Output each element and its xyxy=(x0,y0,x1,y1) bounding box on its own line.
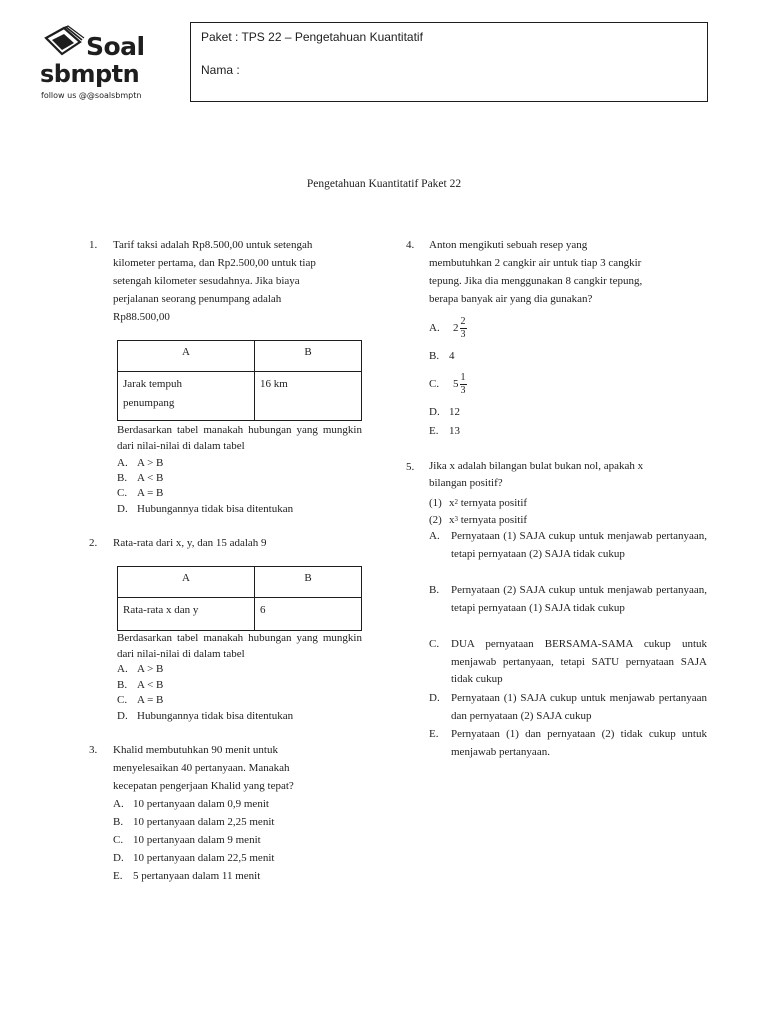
text-line: berapa banyak air yang dia gunakan? xyxy=(429,293,593,305)
option-a[interactable] xyxy=(113,796,269,812)
table-header-a: A xyxy=(118,341,255,372)
fraction xyxy=(460,372,467,397)
option-letter: A. xyxy=(429,322,440,334)
fraction-numerator: 2 xyxy=(460,315,466,327)
option-d[interactable] xyxy=(117,501,293,517)
soal-sbmptn-logo xyxy=(40,22,160,106)
table-header-b: B xyxy=(255,567,362,598)
option-e[interactable] xyxy=(429,423,460,439)
header-box xyxy=(190,22,708,102)
table-instruction: Berdasarkan tabel manakah hubungan yang mungkin dari nilai-nilai di dalam tabel xyxy=(117,632,362,660)
option-b[interactable] xyxy=(117,677,163,693)
option-c[interactable] xyxy=(117,485,163,501)
option-text: A = B xyxy=(137,487,164,499)
question-number: 2. xyxy=(89,537,98,549)
option-text: 4 xyxy=(449,350,455,362)
text-line: menyelesaikan 40 pertanyaan. Manakah xyxy=(113,762,290,774)
option-letter: C. xyxy=(117,487,128,499)
option-letter: E. xyxy=(429,728,439,740)
paket-label: Paket : TPS 22 – Pengetahuan Kuantitatif xyxy=(201,30,423,44)
option-c[interactable] xyxy=(113,832,261,848)
text-line: Khalid membutuhkan 90 menit untuk xyxy=(113,744,278,756)
option-d[interactable] xyxy=(429,404,460,420)
statement-base: x xyxy=(449,497,455,509)
question-text xyxy=(429,236,709,308)
option-text: A < B xyxy=(137,679,164,691)
option-a[interactable] xyxy=(117,661,163,677)
fraction-numerator: 1 xyxy=(460,371,466,383)
question-number: 5. xyxy=(406,461,415,473)
option-e[interactable]: Pernyataan (1) dan pernyataan (2) tidak cukup untuk menjawab pertanyaan. xyxy=(451,728,707,758)
text-line: Anton mengikuti sebuah resep yang xyxy=(429,239,588,251)
statement-base: x xyxy=(449,514,455,526)
statement-2 xyxy=(429,512,527,528)
text-line: membutuhkan 2 cangkir air untuk tiap 3 cangkir xyxy=(429,257,642,269)
fraction-denominator: 3 xyxy=(460,328,466,340)
option-text: 5 pertanyaan dalam 11 menit xyxy=(133,870,261,882)
option-letter: E. xyxy=(113,870,123,882)
option-letter: A. xyxy=(117,663,128,675)
option-text: A > B xyxy=(137,663,164,675)
option-b[interactable] xyxy=(117,470,163,486)
option-letter: B. xyxy=(113,816,124,828)
option-letter: B. xyxy=(117,472,128,484)
option-d[interactable] xyxy=(113,850,274,866)
question-number: 1. xyxy=(89,239,98,251)
table-header-a: A xyxy=(118,567,255,598)
option-letter: C. xyxy=(117,694,128,706)
option-letter: B. xyxy=(117,679,128,691)
paper-stack-icon xyxy=(42,24,86,62)
option-text: 10 pertanyaan dalam 22,5 menit xyxy=(133,852,275,864)
table-cell-b: 16 km xyxy=(255,372,362,421)
option-letter: A. xyxy=(429,530,440,542)
option-letter: D. xyxy=(117,710,128,722)
option-d[interactable]: Pernyataan (1) SAJA cukup untuk menjawab pertanyaan dan pernyataan (2) SAJA cukup xyxy=(451,692,707,722)
text-line: tepung. Jika dia menggunakan 8 cangkir tepung, xyxy=(429,275,643,287)
option-b[interactable] xyxy=(429,348,455,364)
option-letter: A. xyxy=(113,798,124,810)
option-text: A = B xyxy=(137,694,164,706)
option-text: Hubungannya tidak bisa ditentukan xyxy=(137,710,294,722)
question-text xyxy=(113,236,373,326)
option-letter: A. xyxy=(117,457,128,469)
nama-label: Nama : xyxy=(201,63,240,77)
option-text: 10 pertanyaan dalam 2,25 menit xyxy=(133,816,275,828)
option-letter: D. xyxy=(429,406,440,418)
comparison-table xyxy=(117,340,362,421)
statement-exponent: 3 xyxy=(454,515,458,523)
option-letter: D. xyxy=(113,852,124,864)
option-d[interactable] xyxy=(117,708,293,724)
statement-label: (1) xyxy=(429,497,442,509)
option-text: 12 xyxy=(449,406,460,418)
text-line: kecepatan pengerjaan Khalid yang tepat? xyxy=(113,780,294,792)
option-text: A > B xyxy=(137,457,164,469)
text-line: Tarif taksi adalah Rp8.500,00 untuk setengah xyxy=(113,239,313,251)
option-text: A < B xyxy=(137,472,164,484)
table-cell-a xyxy=(118,372,255,421)
statement-label: (2) xyxy=(429,514,442,526)
option-text: 13 xyxy=(449,425,460,437)
option-letter: C. xyxy=(429,638,440,650)
option-letter: D. xyxy=(117,503,128,515)
text-line: bilangan positif? xyxy=(429,477,503,489)
option-a[interactable] xyxy=(117,455,163,471)
option-letter: D. xyxy=(429,692,440,704)
statement-1 xyxy=(429,495,527,511)
option-text: 10 pertanyaan dalam 0,9 menit xyxy=(133,798,269,810)
question-number: 3. xyxy=(89,744,98,756)
text-line: perjalanan seorang penumpang adalah xyxy=(113,293,282,305)
option-text: Hubungannya tidak bisa ditentukan xyxy=(137,503,294,515)
question-number: 4. xyxy=(406,239,415,251)
table-header-b: B xyxy=(255,341,362,372)
table-cell-b: 6 xyxy=(255,598,362,631)
question-text xyxy=(113,741,373,795)
fraction-whole: 2 xyxy=(453,322,459,334)
option-letter: B. xyxy=(429,584,440,596)
page-title: Pengetahuan Kuantitatif Paket 22 xyxy=(306,178,462,190)
fraction xyxy=(460,316,467,341)
fraction-whole: 5 xyxy=(453,378,459,390)
option-c[interactable] xyxy=(117,692,163,708)
option-letter: C. xyxy=(113,834,124,846)
logo-word-sbmptn: sbmptn xyxy=(40,60,140,88)
question-text: Rata-rata dari x, y, dan 15 adalah 9 xyxy=(113,537,267,549)
statement-text: ternyata positif xyxy=(458,514,528,526)
option-a[interactable]: Pernyataan (1) SAJA cukup untuk menjawab pertanyaan, tetapi pernyataan (2) SAJA tidak cukup xyxy=(451,530,707,560)
option-letter: C. xyxy=(429,378,440,390)
statement-text: ternyata positif xyxy=(458,497,528,509)
text-line: setengah kilometer sesudahnya. Jika biaya xyxy=(113,275,300,287)
cell-line: penumpang xyxy=(123,397,175,409)
logo-word-soal: Soal xyxy=(86,32,145,61)
option-a[interactable] xyxy=(429,314,467,342)
option-b[interactable]: Pernyataan (2) SAJA cukup untuk menjawab pertanyaan, tetapi pernyataan (1) SAJA tidak cukup xyxy=(451,584,707,614)
text-line: kilometer pertama, dan Rp2.500,00 untuk tiap xyxy=(113,257,316,269)
option-letter: E. xyxy=(429,425,439,437)
question-text xyxy=(429,458,709,492)
option-text: 10 pertanyaan dalam 9 menit xyxy=(133,834,261,846)
cell-line: Jarak tempuh xyxy=(123,378,182,390)
statement-exponent: 2 xyxy=(454,498,458,506)
table-cell-a: Rata-rata x dan y xyxy=(118,598,255,631)
option-e[interactable] xyxy=(113,868,260,884)
option-letter: B. xyxy=(429,350,440,362)
logo-follow-text: follow us @@soalsbmptn xyxy=(41,91,142,100)
text-line: Rp88.500,00 xyxy=(113,311,170,323)
fraction-denominator: 3 xyxy=(460,384,466,396)
option-b[interactable] xyxy=(113,814,274,830)
option-c[interactable] xyxy=(429,370,467,398)
text-line: Jika x adalah bilangan bulat bukan nol, apakah x xyxy=(429,460,644,472)
option-c[interactable]: DUA pernyataan BERSAMA-SAMA cukup untuk menjawab pertanyaan, tetapi SATU pernyataan SAJA tidak cukup xyxy=(451,638,707,685)
table-instruction: Berdasarkan tabel manakah hubungan yang mungkin dari nilai-nilai di dalam tabel xyxy=(117,424,362,452)
comparison-table xyxy=(117,566,362,631)
